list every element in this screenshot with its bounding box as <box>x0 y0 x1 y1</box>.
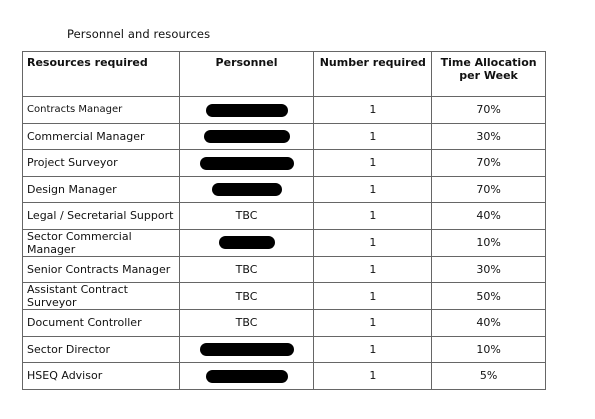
personnel-cell <box>179 97 314 124</box>
redaction-bar <box>212 183 282 196</box>
resource-cell: Sector Director <box>23 336 180 363</box>
number-required-cell: 1 <box>314 150 432 177</box>
number-required-cell: 1 <box>314 283 432 310</box>
number-required-cell: 1 <box>314 310 432 337</box>
time-allocation-cell: 10% <box>432 336 546 363</box>
table-row <box>23 256 546 283</box>
time-allocation-cell: 5% <box>432 363 546 390</box>
personnel-cell <box>179 363 314 390</box>
resource-cell: Commercial Manager <box>23 123 180 150</box>
table-row <box>23 176 546 203</box>
redaction-bar <box>206 370 288 383</box>
resource-cell: Senior Contracts Manager <box>23 256 180 283</box>
redaction-bar <box>219 236 275 249</box>
personnel-cell: TBC <box>179 283 314 310</box>
table-row <box>23 283 546 310</box>
time-allocation-cell: 10% <box>432 229 546 256</box>
redaction-bar <box>204 130 290 143</box>
resource-cell: Assistant Contract Surveyor <box>23 283 180 310</box>
personnel-cell <box>179 229 314 256</box>
personnel-cell <box>179 150 314 177</box>
number-required-cell: 1 <box>314 123 432 150</box>
header-time-allocation: Time Allocation per Week <box>432 52 546 97</box>
table-row <box>23 97 546 124</box>
time-allocation-cell: 30% <box>432 123 546 150</box>
table-row <box>23 150 546 177</box>
number-required-cell: 1 <box>314 363 432 390</box>
section-heading: Personnel and resources <box>67 27 211 41</box>
personnel-cell <box>179 123 314 150</box>
resource-cell: Contracts Manager <box>23 97 180 124</box>
header-personnel: Personnel <box>179 52 314 97</box>
table-row <box>23 336 546 363</box>
table-body <box>23 97 546 390</box>
resources-table <box>22 51 546 390</box>
number-required-cell: 1 <box>314 203 432 230</box>
time-allocation-cell: 30% <box>432 256 546 283</box>
number-required-cell: 1 <box>314 229 432 256</box>
time-allocation-cell: 40% <box>432 203 546 230</box>
resource-cell: Document Controller <box>23 310 180 337</box>
resource-cell: Sector Commercial Manager <box>23 229 180 256</box>
redaction-bar <box>200 343 294 356</box>
personnel-cell: TBC <box>179 310 314 337</box>
resource-cell: Legal / Secretarial Support <box>23 203 180 230</box>
personnel-cell <box>179 336 314 363</box>
number-required-cell: 1 <box>314 176 432 203</box>
personnel-cell <box>179 176 314 203</box>
table-row <box>23 229 546 256</box>
personnel-cell: TBC <box>179 203 314 230</box>
time-allocation-cell: 50% <box>432 283 546 310</box>
resource-cell: Design Manager <box>23 176 180 203</box>
header-number-required: Number required <box>314 52 432 97</box>
time-allocation-cell: 40% <box>432 310 546 337</box>
table-row <box>23 310 546 337</box>
resource-cell: Project Surveyor <box>23 150 180 177</box>
number-required-cell: 1 <box>314 336 432 363</box>
table-row <box>23 363 546 390</box>
table-row <box>23 203 546 230</box>
redaction-bar <box>200 157 294 170</box>
number-required-cell: 1 <box>314 256 432 283</box>
table-row <box>23 123 546 150</box>
time-allocation-cell: 70% <box>432 97 546 124</box>
number-required-cell: 1 <box>314 97 432 124</box>
time-allocation-cell: 70% <box>432 176 546 203</box>
personnel-cell: TBC <box>179 256 314 283</box>
time-allocation-cell: 70% <box>432 150 546 177</box>
resource-cell: HSEQ Advisor <box>23 363 180 390</box>
redaction-bar <box>206 104 288 117</box>
header-resources-required: Resources required <box>23 52 180 97</box>
table-header-row <box>23 52 546 97</box>
